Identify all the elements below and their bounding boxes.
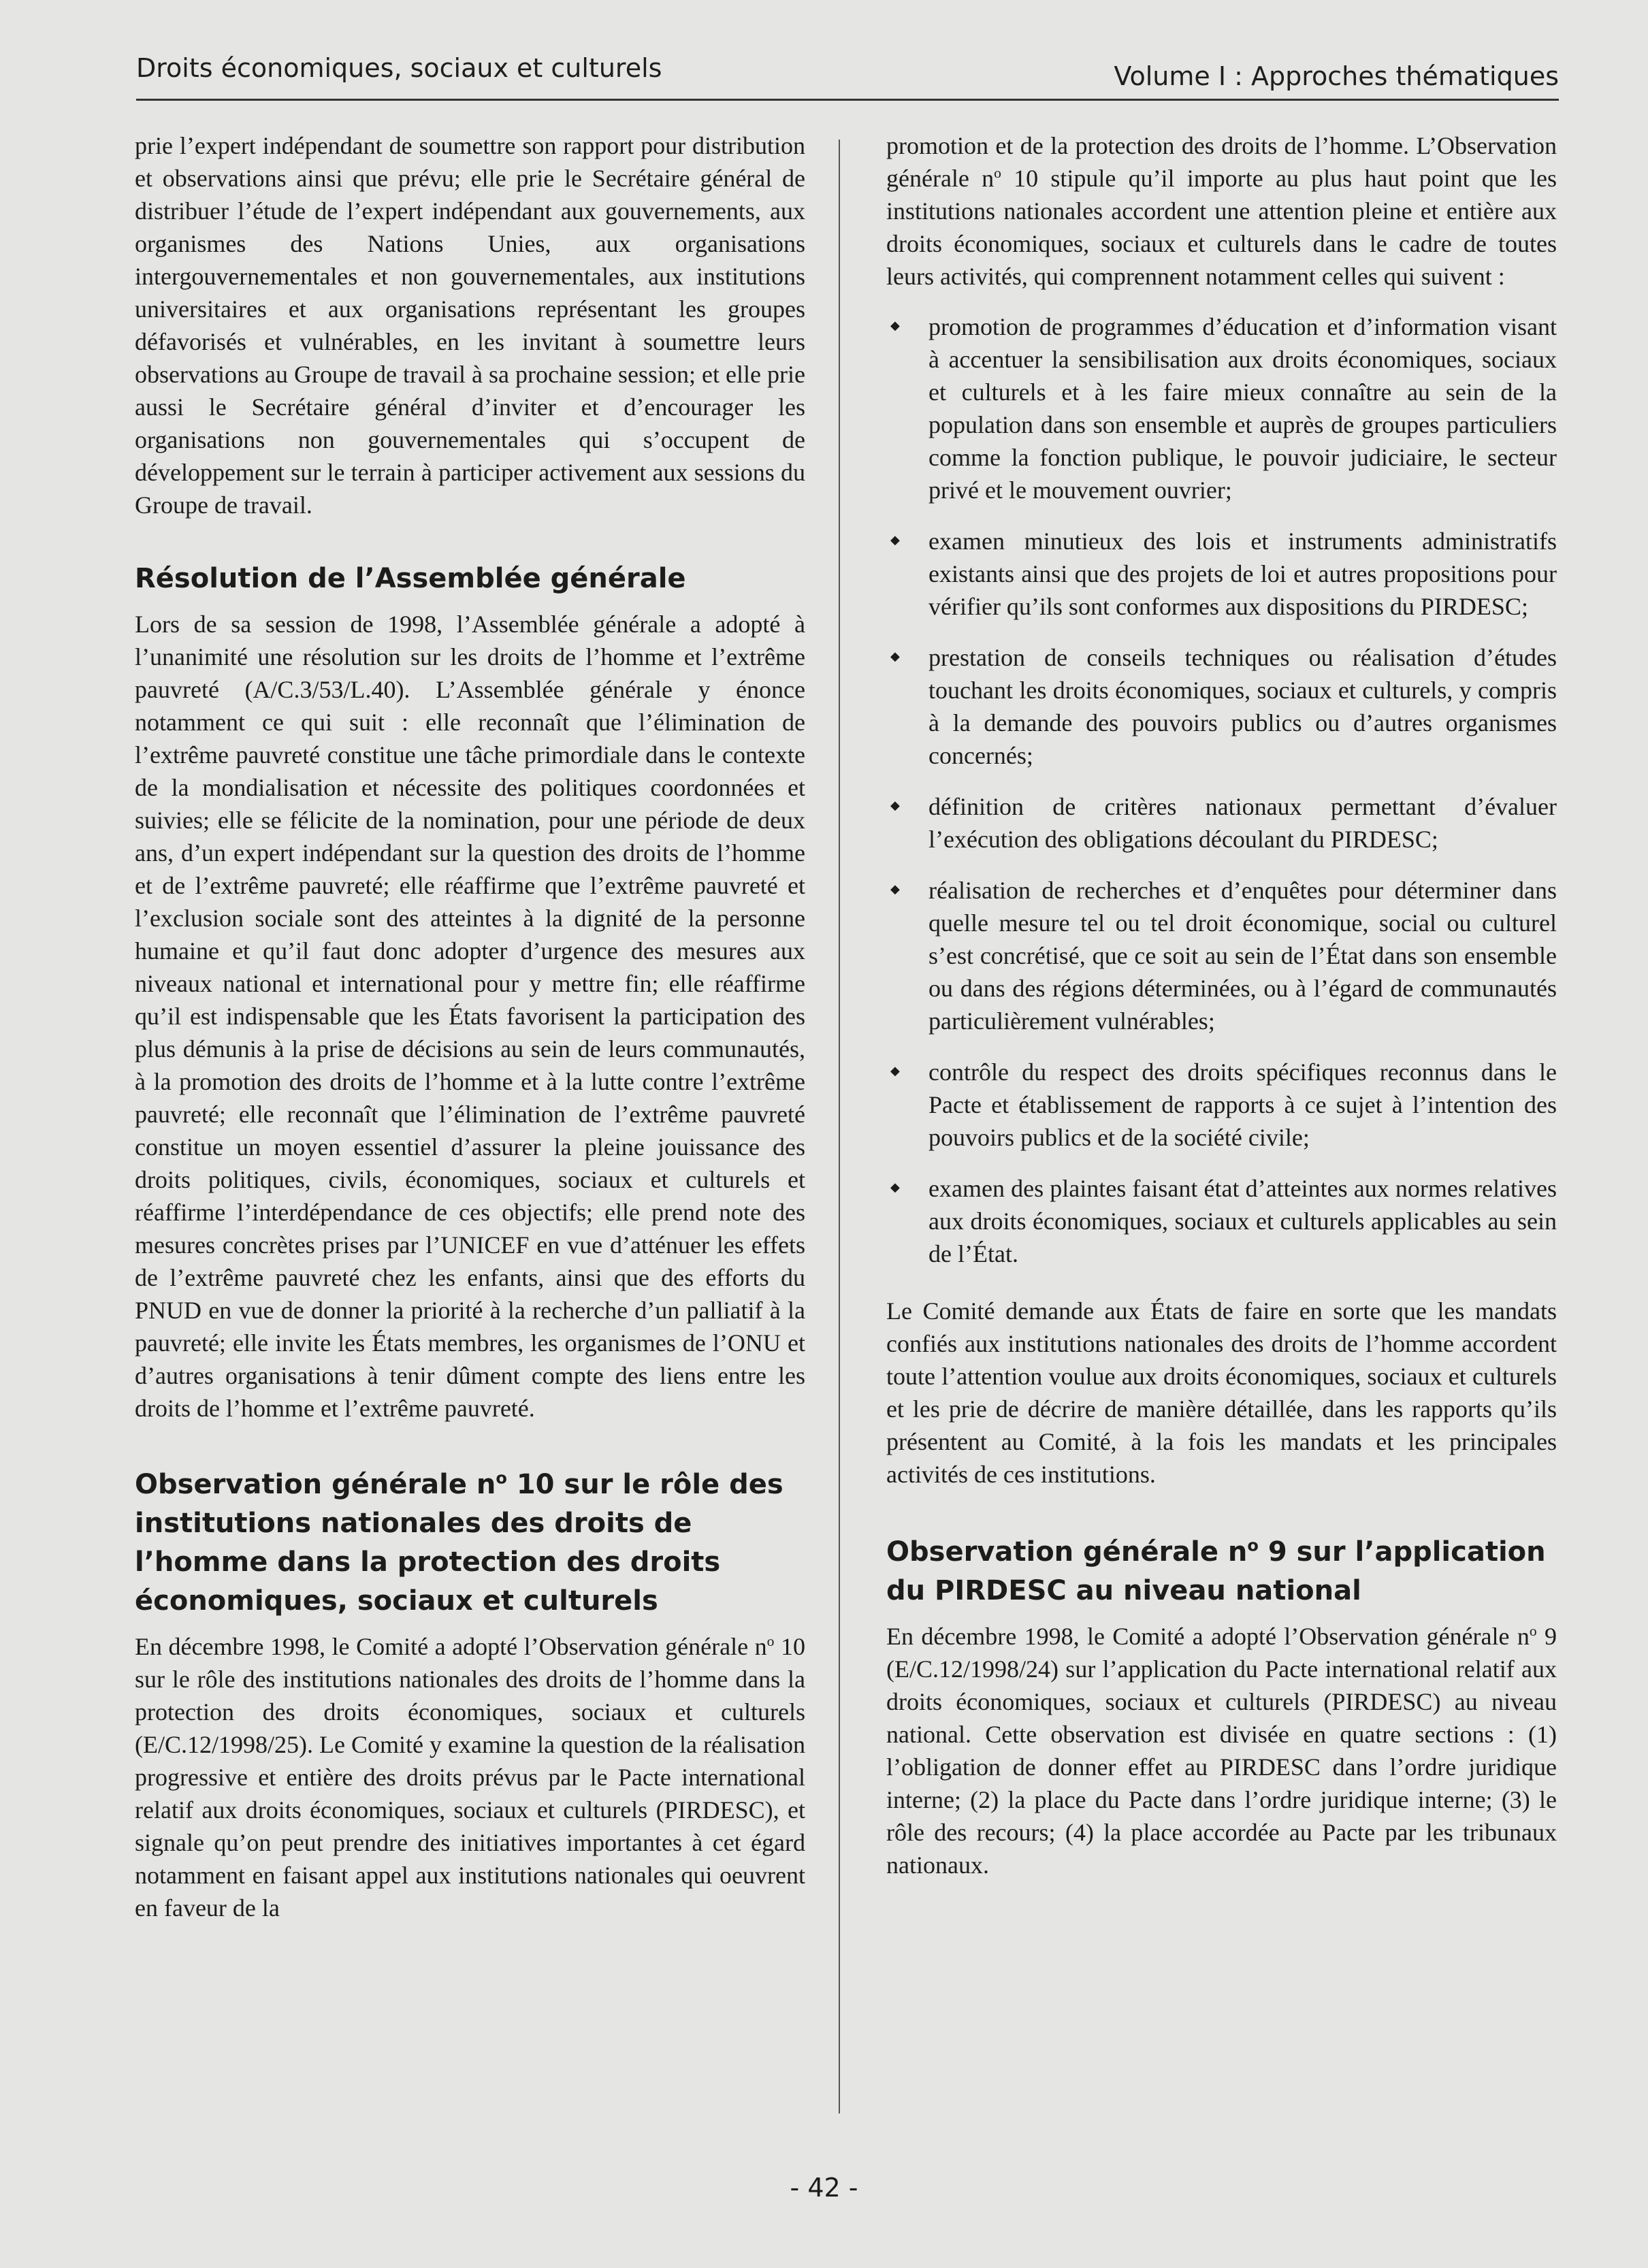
column-divider: [839, 140, 840, 2113]
left-column: [135, 129, 805, 1924]
paragraph-resolution: Lors de sa session de 1998, l’Assemblée générale a adopté à l’unanimité une résolution sur les droits de l’homme et l’extrême pauvreté (A/C.3/53/L.40). L’Assemblée générale y énonce notamment ce qui suit : elle reconnaît que l’élimination de l’extrême pauvreté constitue une tâche primordiale dans le contexte de la mondialisation et nécessite des politiques coordonnées et suivies; elle se félicite de la nomination, pour une période de deux ans, d’un expert indépendant sur la question des droits de l’homme et de l’extrême pauvreté; elle réaffirme que l’extrême pauvreté et l’exclusion sociale sont des atteintes à la dignité de la personne humaine et qu’il faut donc adopter d’urgence des mesures aux niveaux national et international pour y mettre fin; elle réaffirme qu’il est indispensable que les États favorisent la participation des plus démunis à la prise de décisions au sein de leurs communautés, à la promotion des droits de l’homme et à la lutte contre l’extrême pauvreté; elle reconnaît que l’élimination de l’extrême pauvreté constitue un moyen essentiel d’assurer la pleine jouissance des droits politiques, civils, économiques, sociaux et culturels et réaffirme l’interdépendance de ces objectifs; elle prend note des mesures concrètes prises par l’UNICEF en vue d’atténuer les effets de l’extrême pauvreté chez les enfants, ainsi que des efforts du PNUD en vue de donner la priorité à la recherche d’un palliatif à la pauvreté; elle invite les États membres, les organismes de l’ONU et d’autres organisations à tenir dûment compte des liens entre les droits de l’homme et l’extrême pauvreté.: [135, 611, 805, 1422]
running-header: [136, 42, 1559, 103]
paragraph-committee-request: Le Comité demande aux États de faire en sorte que les mandats confiés aux institutions nationales des droits de l’homme accordent toute l’attention voulue aux droits économiques, sociaux et culturels et les prie de décrire de manière détaillée, dans les rapports qu’ils présentent au Comité, à la fois les mandats et les principales activités de ces institutions.: [886, 1297, 1557, 1488]
header-rule: [136, 99, 1559, 101]
diamond-bullet-icon: ◆: [890, 1180, 900, 1195]
paragraph-observation-9: En décembre 1998, le Comité a adopté l’Observation générale $n^o$ 9 (E/C.12/1998/24) sur l’application du Pacte international relatif aux droits économiques, sociaux et culturels (PIRDESC) au niveau national. Cette observation est divisée en quatre sections : (1) l’obligation de donner effet au PIRDESC dans l’ordre juridique interne; (2) la place du Pacte dans l’ordre juridique interne; (3) le rôle des recours; (4) la place accordée au Pacte par les tribunaux nationaux.: [886, 1623, 1557, 1879]
list-item: ◆ promotion de programmes d’éducation et d’information visant à accentuer la sensibilisation aux droits économiques, sociaux et culturels et à les faire mieux connaître au sein de la population dans son ensemble et auprès de groupes particuliers comme la fonction publique, le pouvoir judiciaire, le secteur privé et le mouvement ouvrier;: [890, 313, 1557, 504]
page-number: - 42 -: [790, 2173, 858, 2203]
activities-list: [886, 310, 1557, 1270]
heading-resolution: Résolution de l’Assemblée générale: [135, 563, 686, 594]
right-column: [886, 129, 1557, 1881]
list-item: ◆ examen des plaintes faisant état d’atteintes aux normes relatives aux droits économiques, sociaux et culturels applicables au sein de l’État.: [890, 1175, 1557, 1267]
heading-observation-10: Observation générale $n^o$ 10 sur le rôle des institutions nationales des droits de l’homme dans la protection des droits économiques, sociaux et culturels: [135, 1468, 783, 1617]
paragraph-expert-report: prie l’expert indépendant de soumettre son rapport pour distribution et observations ainsi que prévu; elle prie le Secrétaire général de distribuer l’étude de l’expert indépendant aux gouvernements, aux organismes des Nations Unies, aux organisations intergouvernementales et non gouvernementales, aux institutions universitaires et aux organisations représentant les groupes défavorisés et vulnérables, en les invitant à soumettre leurs observations au Groupe de travail à sa prochaine session; et elle prie aussi le Secrétaire général d’inviter et d’encourager les organisations non gouvernementales qui s’occupent de développement sur le terrain à participer activement aux sessions du Groupe de travail.: [135, 132, 805, 519]
diamond-bullet-icon: ◆: [890, 533, 900, 547]
paragraph-observation-10: En décembre 1998, le Comité a adopté l’Observation générale $n^o$ 10 sur le rôle des institutions nationales des droits de l’homme dans la protection des droits économiques, sociaux et culturels (E/C.12/1998/25). Le Comité y examine la question de la réalisation progressive et entière des droits prévus par le Pacte international relatif aux droits économiques, sociaux et culturels (PIRDESC), et signale qu’on peut prendre des initiatives importantes à cet égard notamment en faisant appel aux institutions nationales qui oeuvrent en faveur de la: [135, 1633, 805, 1922]
diamond-bullet-icon: ◆: [890, 319, 900, 333]
list-item: ◆ réalisation de recherches et d’enquêtes pour déterminer dans quelle mesure tel ou tel droit économique, social ou culturel s’est concrétisé, que ce soit au sein de l’État dans son ensemble ou dans des régions déterminées, ou à l’égard de communautés particulièrement vulnérables;: [890, 877, 1557, 1035]
paragraph-observation-10-continued: promotion et de la protection des droits de l’homme. L’Observation générale $n^o$ 10 stipule qu’il importe au plus haut point que les institutions nationales accordent une attention pleine et entière aux droits économiques, sociaux et culturels dans le cadre de toutes leurs activités, qui comprennent notamment celles qui suivent :: [886, 132, 1557, 290]
list-item: ◆ prestation de conseils techniques ou réalisation d’études touchant les droits économiques, sociaux et culturels, y compris à la demande des pouvoirs publics ou d’autres organismes concernés;: [890, 644, 1557, 769]
header-right-title: Volume I : Approches thématiques: [1114, 61, 1559, 91]
diamond-bullet-icon: ◆: [890, 882, 900, 896]
header-left-title: Droits économiques, sociaux et culturels: [136, 53, 662, 83]
list-item: ◆ examen minutieux des lois et instruments administratifs existants ainsi que des projets de loi et autres propositions pour vérifier qu’ils sont conformes aux dispositions du PIRDESC;: [890, 528, 1557, 620]
diamond-bullet-icon: ◆: [890, 649, 900, 664]
list-item: ◆ contrôle du respect des droits spécifiques reconnus dans le Pacte et établissement de rapports à ce sujet à l’intention des pouvoirs publics et de la société civile;: [890, 1058, 1557, 1151]
diamond-bullet-icon: ◆: [890, 1064, 900, 1078]
list-item: ◆ définition de critères nationaux permettant d’évaluer l’exécution des obligations découlant du PIRDESC;: [890, 793, 1557, 853]
heading-observation-9: Observation générale $n^o$ 9 sur l’application du PIRDESC au niveau national: [886, 1536, 1546, 1606]
diamond-bullet-icon: ◆: [890, 798, 900, 813]
